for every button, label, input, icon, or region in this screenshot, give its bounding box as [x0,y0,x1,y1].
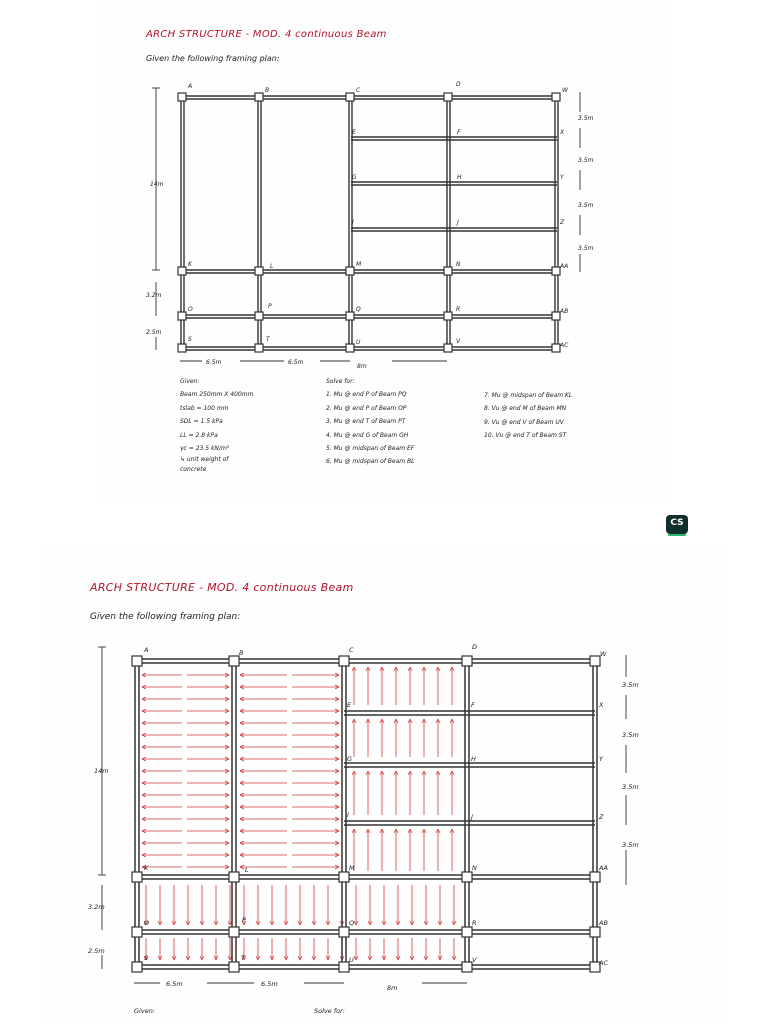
dim-b1: 6.5m [166,980,183,988]
label-D: D [456,81,461,88]
label-E: E [347,701,352,709]
page-subtitle: Given the following framing plan: [90,612,241,622]
label-V: V [456,338,461,345]
given-header: Given: [134,1007,155,1015]
dim-r1: 3.5m [622,681,639,689]
given-block [180,375,253,475]
dim-b1: 6.5m [206,359,222,366]
solve-item: 4. Mu @ end G of Beam GH [326,431,409,439]
label-B: B [239,649,244,657]
label-W: W [562,87,568,94]
dim-r3: 3.5m [622,783,639,791]
dim-b2: 6.5m [261,980,278,988]
dim-r2: 3.5m [578,157,594,164]
label-Y: Y [599,755,603,763]
label-I: I [347,811,349,819]
solve-item: 2. Mu @ end P of Beam OP [326,404,407,412]
solve-item: 8. Vu @ end M of Beam MN [484,405,567,413]
label-H: H [471,755,476,763]
label-O: O [144,919,150,927]
label-U: U [356,339,361,346]
label-N: N [472,864,477,872]
label-C: C [356,87,361,94]
label-Q: Q [356,306,361,313]
label-AC: AC [560,342,569,349]
label-F: F [471,701,475,709]
solve-item: 10. Vu @ end T of Beam ST [484,432,567,440]
label-J: J [471,813,473,821]
label-F: F [457,129,461,136]
label-N: N [456,261,461,268]
label-S: S [144,954,149,962]
page-title: ARCH STRUCTURE - MOD. 4 continuous Beam [90,581,354,594]
framing-plan-1 [102,0,668,380]
label-X: X [599,701,604,709]
solve-header: Solve for: [326,378,355,385]
label-B: B [265,87,270,94]
label-AC: AC [599,959,608,967]
notes-page-2 [42,545,728,1024]
label-Q: Q [349,919,355,927]
dim-b2: 6.5m [288,359,304,366]
page-title: ARCH STRUCTURE - MOD. 4 continuous Beam [146,29,387,40]
label-E: E [352,129,356,136]
solve-block-b [484,389,572,443]
solve-item: 7. Mu @ midspan of Beam KL [484,392,573,399]
label-P: P [242,916,246,924]
dim-r2: 3.5m [622,731,639,739]
dim-2.5m: 2.5m [146,329,162,336]
label-H: H [457,174,462,181]
dim-b3: 8m [387,984,398,992]
label-O: O [188,306,193,313]
label-X: X [560,129,565,136]
label-G: G [352,174,357,181]
dim-14m: 14m [94,767,109,775]
label-AA: AA [560,263,569,270]
dim-b3: 8m [357,363,367,370]
label-R: R [456,306,461,313]
given-line: tslab = 100 mm [180,404,229,412]
label-Z: Z [560,219,565,226]
given-line: concrete [180,466,207,474]
notes-page-1 [102,0,668,505]
label-AA: AA [599,864,608,872]
label-M: M [356,261,362,268]
label-W: W [600,650,607,658]
solve-item: 6. Mu @ midspan of Beam BL [326,458,415,466]
given-line: Beam 250mm X 400mm [180,391,254,399]
dim-r3: 3.5m [578,202,594,209]
label-I: I [352,219,354,226]
label-M: M [349,864,355,872]
label-P: P [268,303,272,310]
label-Y: Y [560,174,564,181]
dim-r4: 3.5m [622,841,639,849]
label-L: L [270,263,274,270]
dim-3.2m: 3.2m [88,903,105,911]
dim-r4: 3.5m [578,245,594,252]
label-J: J [457,219,459,226]
label-C: C [349,646,354,654]
label-T: T [241,954,245,962]
label-A: A [188,83,193,90]
solve-item: 9. Vu @ end V of Beam UV [484,418,564,426]
dim-r1: 3.5m [578,115,594,122]
dim-14m: 14m [150,181,164,188]
framing-plan-2 [42,545,728,1024]
label-U: U [349,956,354,964]
camscanner-badge[interactable]: CS [666,515,688,534]
solve-item: 5. Mu @ midspan of Beam EF [326,444,415,452]
label-V: V [472,956,477,964]
given-line: SDL = 1.5 kPa [180,418,223,426]
label-D: D [472,643,478,651]
label-R: R [472,919,477,927]
label-K: K [144,864,149,872]
label-T: T [266,336,270,343]
label-K: K [188,261,192,268]
solve-item: 3. Mu @ end T of Beam PT [326,418,406,426]
dim-3.2m: 3.2m [146,292,162,299]
label-L: L [245,866,249,874]
label-Z: Z [599,813,604,821]
label-S: S [188,336,192,343]
label-AB: AB [560,308,569,315]
solve-item: 1. Mu @ end P of Beam PQ [326,391,407,399]
page-subtitle: Given the following framing plan: [146,54,280,63]
label-G: G [347,755,353,763]
given-line: γc = 23.5 kN/m³ [180,444,230,452]
given-line: ↳ unit weight of [180,456,229,464]
label-A: A [144,646,149,654]
dim-2.5m: 2.5m [88,947,105,955]
solve-block-a [326,375,414,469]
given-line: LL = 2.8 kPa [180,431,218,439]
solve-header: Solve for: [314,1007,345,1015]
label-AB: AB [599,919,608,927]
given-header: Given: [180,378,200,385]
